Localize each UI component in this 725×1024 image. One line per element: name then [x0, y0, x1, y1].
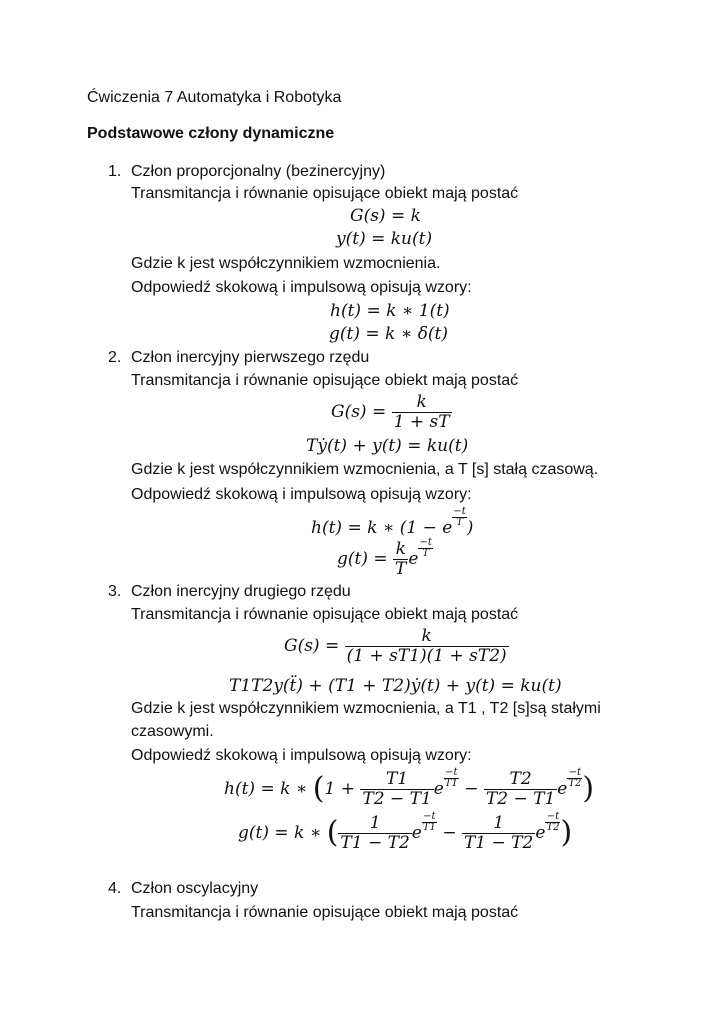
equation-s3-impulse-response [238, 812, 572, 853]
exponent-denominator: T1 [422, 822, 436, 833]
equation-term: ) [466, 518, 474, 538]
equation-lhs: g(t) = k ∗ [238, 823, 322, 843]
fraction [360, 770, 433, 809]
equation-term: e [557, 779, 568, 799]
equation-s3-transfer [284, 627, 509, 666]
equation-term: e [433, 779, 444, 799]
equation-term: T1T2 [229, 676, 274, 696]
section-1-name: Człon proporcjonalny (bezinercyjny) [131, 163, 386, 180]
fraction-denominator: (1 + sT1)(1 + sT2) [346, 646, 507, 666]
list-number-1: 1. [108, 163, 122, 180]
fraction-numerator: 1 [493, 813, 505, 833]
left-paren: ( [326, 815, 339, 850]
equation-term: e [411, 823, 422, 843]
fraction-numerator: k [416, 392, 427, 412]
equation-term: + (T1 + T2) [303, 676, 411, 696]
fraction [345, 627, 509, 666]
equation-term-tddot: (ẗ) [282, 676, 304, 696]
exponent-numerator: −t [419, 537, 432, 548]
exponent-fraction [567, 768, 582, 789]
exponent-numerator: −t [445, 767, 458, 778]
fraction [338, 814, 411, 853]
fraction [484, 770, 557, 809]
fraction-numerator: T1 [385, 769, 409, 789]
list-number-3: 3. [108, 583, 122, 600]
equation-s1-step-response: h(t) = k ∗ 1(t) [330, 301, 450, 321]
section-heading: Podstawowe człony dynamiczne [87, 125, 335, 142]
fraction [393, 540, 408, 579]
exponent-fraction [418, 538, 432, 559]
section-3-response-text: Odpowiedź skokową i impulsową opisują wzory: [131, 747, 472, 764]
exponent-denominator: T [418, 548, 432, 559]
equation-s1-transfer: G(s) = k [350, 206, 421, 226]
equation-s1-output: y(t) = ku(t) [336, 229, 433, 249]
exponent-fraction [422, 812, 437, 833]
section-1-gain-text: Gdzie k jest współczynnikiem wzmocnienia. [131, 255, 441, 272]
equation-lhs: G(s) = [331, 402, 387, 422]
equation-s2-impulse-response [337, 538, 433, 579]
section-1-response-text: Odpowiedź skokową i impulsową opisują wzory: [131, 279, 472, 296]
equation-term: 1 + [324, 779, 355, 799]
equation-term: h(t) = k ∗ (1 − e [311, 518, 453, 538]
fraction [462, 814, 535, 853]
equation-term: e [408, 549, 419, 569]
section-3-gain-text-line-1: Gdzie k jest współczynnikiem wzmocnienia, a T1 , T2 [s]są stałymi [131, 700, 601, 717]
exponent-fraction [545, 812, 560, 833]
exponent-denominator: T2 [568, 778, 582, 789]
equation-term: − [442, 823, 457, 843]
fraction-numerator: k [421, 626, 432, 646]
section-4-intro: Transmitancja i równanie opisujące obiekt mają postać [131, 904, 519, 921]
equation-term: (t) + y(t) = ku(t) [420, 676, 562, 696]
list-number-4: 4. [108, 880, 122, 897]
exponent-denominator: T2 [546, 822, 560, 833]
equation-term: T [306, 436, 318, 456]
equation-s1-impulse-response: g(t) = k ∗ δ(t) [329, 324, 449, 344]
equation-term-y: y [273, 676, 283, 696]
exponent-numerator: −t [546, 811, 560, 822]
fraction-numerator: k [395, 539, 406, 559]
page-title: Ćwiczenia 7 Automatyka i Robotyka [87, 89, 342, 106]
list-number-2: 2. [108, 349, 122, 366]
exponent-fraction [452, 507, 466, 528]
equation-term: − [464, 779, 479, 799]
fraction-denominator: T2 − T1 [485, 789, 556, 809]
equation-s2-transfer [331, 393, 452, 432]
section-1-intro: Transmitancja i równanie opisujące obiekt mają postać [131, 185, 519, 202]
equation-term: (t) + y(t) = ku(t) [326, 436, 469, 456]
section-4-name: Człon oscylacyjny [131, 880, 259, 897]
equation-lhs: G(s) = [284, 636, 340, 656]
fraction-numerator: 1 [369, 813, 381, 833]
section-2-intro: Transmitancja i równanie opisujące obiekt mają postać [131, 372, 519, 389]
section-3-intro: Transmitancja i równanie opisujące obiekt mają postać [131, 606, 519, 623]
right-paren: ) [582, 771, 595, 806]
right-paren: ) [560, 815, 573, 850]
left-paren: ( [312, 771, 325, 806]
section-2-name: Człon inercyjny pierwszego rzędu [131, 349, 370, 366]
equation-term-ydot: ẏ [410, 676, 421, 696]
equation-s3-differential [229, 676, 562, 696]
section-3-name: Człon inercyjny drugiego rzędu [131, 583, 351, 600]
fraction-denominator: T1 − T2 [463, 833, 534, 853]
fraction-denominator: T1 − T2 [340, 833, 410, 853]
exponent-denominator: T1 [444, 778, 458, 789]
section-3-gain-text-line-2: czasowymi. [131, 723, 214, 740]
equation-lhs: h(t) = k ∗ [224, 779, 308, 799]
fraction-numerator: T2 [509, 769, 532, 789]
fraction-denominator: T [395, 559, 407, 579]
exponent-numerator: −t [453, 506, 466, 517]
fraction [392, 393, 452, 432]
exponent-numerator: −t [423, 811, 436, 822]
equation-term: e [535, 823, 546, 843]
section-2-gain-text: Gdzie k jest współczynnikiem wzmocnienia, a T [s] stałą czasową. [131, 461, 599, 478]
exponent-denominator: T [452, 517, 466, 528]
equation-lhs: g(t) = [337, 549, 388, 569]
exponent-fraction [444, 768, 459, 789]
equation-s2-step-response [311, 507, 473, 538]
fraction-denominator: T2 − T1 [362, 789, 432, 809]
exponent-numerator: −t [568, 767, 582, 778]
section-2-response-text: Odpowiedź skokową i impulsową opisują wzory: [131, 486, 472, 503]
equation-s3-step-response [224, 768, 594, 809]
fraction-denominator: 1 + sT [393, 412, 450, 432]
equation-term-ydot: ẏ [317, 436, 327, 456]
equation-s2-differential [306, 436, 468, 456]
